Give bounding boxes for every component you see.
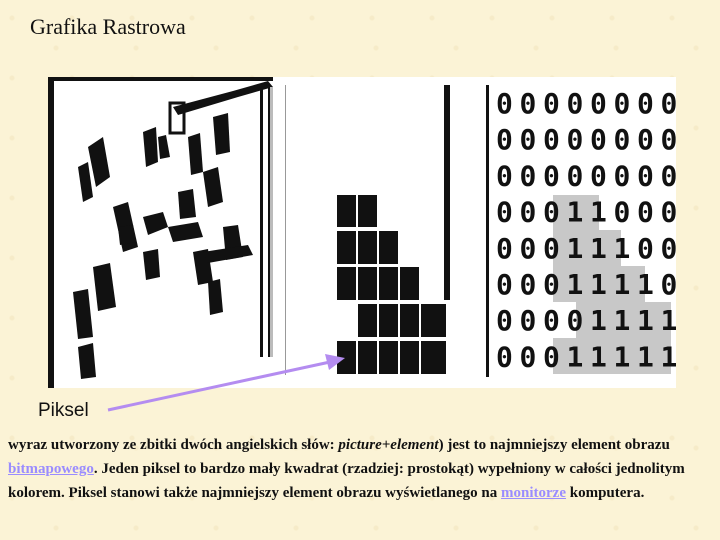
- matrix-cell: 0: [543, 123, 560, 157]
- matrix-cell: 1: [637, 340, 654, 374]
- matrix-cell: 0: [660, 123, 676, 157]
- monitor-link[interactable]: monitorze: [501, 485, 566, 501]
- matrix-cell: 1: [660, 304, 676, 338]
- matrix-cell: 0: [660, 268, 676, 301]
- matrix-cell: 1: [613, 268, 631, 301]
- slide-title: Grafika Rastrowa: [30, 14, 186, 39]
- matrix-cell: 0: [543, 159, 560, 193]
- matrix-cell: 0: [519, 231, 537, 265]
- matrix-cell: 0: [566, 123, 584, 157]
- matrix-cell: 1: [566, 340, 584, 374]
- definition-part-3: . Jeden piksel to bardzo mały kwadrat (rzadziej: prostokąt) wypełniony w całości jednolitym kolorem. Piksel stanowi także najmniejszy element obrazu wyświetlanego na: [8, 461, 685, 501]
- matrix-cell: 0: [519, 159, 537, 193]
- definition-italic: picture+element: [338, 437, 439, 453]
- matrix-cell: 0: [613, 87, 631, 120]
- matrix-cell: 1: [637, 268, 654, 301]
- matrix-cell: 0: [566, 304, 584, 338]
- definition-part-1: wyraz utworzony ze zbitki dwóch angielskich słów:: [8, 437, 339, 453]
- matrix-cell: 0: [566, 87, 584, 120]
- matrix-cell: 0: [496, 123, 513, 157]
- matrix-cell: 0: [590, 159, 607, 193]
- matrix-cell: 0: [496, 268, 513, 301]
- definition-part-4: komputera.: [566, 485, 645, 501]
- matrix-cell: 1: [590, 340, 607, 374]
- matrix-cell: 1: [566, 268, 584, 301]
- matrix-cell: 0: [660, 87, 676, 120]
- matrix-cell: 0: [543, 340, 560, 374]
- matrix-cell: 0: [519, 268, 537, 301]
- matrix-cell: 0: [519, 340, 537, 374]
- matrix-cell: 1: [566, 195, 584, 229]
- matrix-cell: 0: [543, 231, 560, 265]
- definition-text: [8, 433, 712, 505]
- matrix-cell: 0: [660, 195, 676, 229]
- matrix-cell: 0: [637, 231, 654, 265]
- matrix-cell: 0: [566, 159, 584, 193]
- definition-part-2: ) jest to najmniejszy element obrazu: [438, 437, 670, 453]
- matrix-cell: 1: [590, 195, 607, 229]
- matrix-cell: 0: [496, 195, 513, 229]
- matrix-cell: 0: [496, 159, 513, 193]
- matrix-cell: 0: [496, 231, 513, 265]
- matrix-cell: 0: [613, 123, 631, 157]
- matrix-cell: 0: [543, 195, 560, 229]
- piksel-label: Piksel: [38, 400, 89, 421]
- matrix-cell: 1: [590, 304, 607, 338]
- matrix-cell: 0: [543, 268, 560, 301]
- matrix-cell: 1: [613, 340, 631, 374]
- matrix-cell: 0: [637, 195, 654, 229]
- matrix-cell: 1: [637, 304, 654, 338]
- matrix-cell: 0: [660, 159, 676, 193]
- matrix-cell: 0: [543, 87, 560, 120]
- matrix-cell: 0: [496, 304, 513, 338]
- matrix-cell: 0: [519, 123, 537, 157]
- matrix-cell: 0: [519, 195, 537, 229]
- matrix-cell: 0: [496, 87, 513, 120]
- matrix-cell: 1: [590, 268, 607, 301]
- matrix-cell: 1: [613, 304, 631, 338]
- matrix-cell: 0: [613, 195, 631, 229]
- matrix-cell: 1: [660, 340, 676, 374]
- matrix-cell: 0: [637, 159, 654, 193]
- matrix-cell: 0: [590, 87, 607, 120]
- matrix-cell: 0: [637, 123, 654, 157]
- matrix-cell: 0: [660, 231, 676, 265]
- bitmap-link[interactable]: bitmapowego: [8, 461, 94, 477]
- matrix-cell: 0: [543, 304, 560, 338]
- matrix-cell: 0: [496, 340, 513, 374]
- matrix-cell: 0: [519, 87, 537, 120]
- matrix-cell: 1: [590, 231, 607, 265]
- matrix-cell: 0: [637, 87, 654, 120]
- matrix-cell: 1: [613, 231, 631, 265]
- matrix-cell: 0: [590, 123, 607, 157]
- matrix-cell: 1: [566, 231, 584, 265]
- matrix-cell: 0: [613, 159, 631, 193]
- matrix-cell: 0: [519, 304, 537, 338]
